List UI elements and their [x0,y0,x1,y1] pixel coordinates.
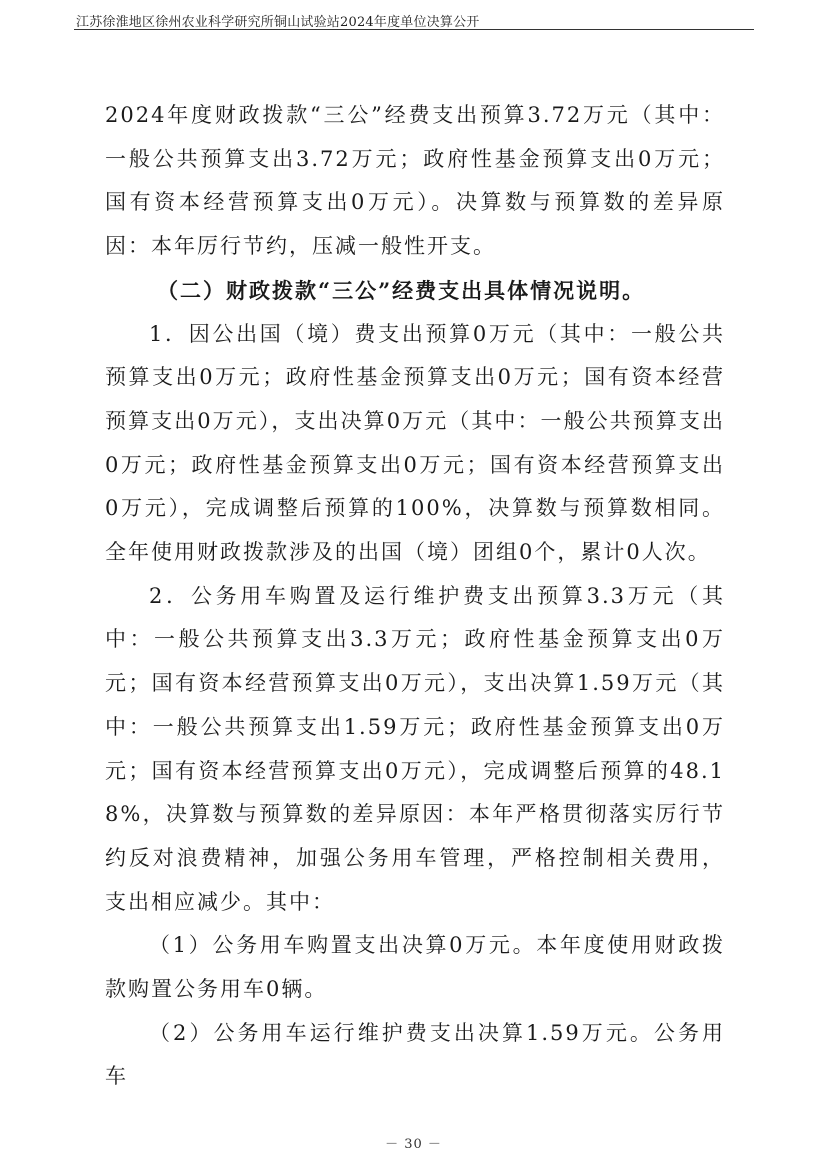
header-divider [74,29,754,30]
running-header: 江苏徐淮地区徐州农业科学研究所铜山试验站2024年度单位决算公开 [76,15,480,30]
paragraph-official-vehicles: 2．公务用车购置及运行维护费支出预算3.3万元（其中：一般公共预算支出3.3万元；政府性基金预算支出0万元；国有资本经营预算支出0万元），支出决算1.59万元（其中：一般公共预算支出1.59万元；政府性基金预算支出0万元；国有资本经营预算支出0万元），完成调整后预算的48.18%，决算数与预算数的差异原因：本年严格贯彻落实厉行节约反对浪费精神，加强公务用车管理，严格控制相关费用，支出相应减少。其中： [105,583,725,914]
page-number: － 30 － [385,1137,442,1152]
paragraph-overseas-travel: 1．因公出国（境）费支出预算0万元（其中：一般公共预算支出0万元；政府性基金预算支出0万元；国有资本经营预算支出0万元），支出决算0万元（其中：一般公共预算支出0万元；政府性基金预算支出0万元；国有资本经营预算支出0万元），完成调整后预算的100%，决算数与预算数相同。全年使用财政拨款涉及的出国（境）团组0个，累计0人次。 [105,321,725,565]
paragraph-vehicle-purchase: （1）公务用车购置支出决算0万元。本年度使用财政拨款购置公务用车0辆。 [105,933,725,1002]
document-body [105,94,725,1099]
paragraph-vehicle-maintenance: （2）公务用车运行维护费支出决算1.59万元。公务用车 [105,1020,725,1089]
paragraph-budget-summary: 2024年度财政拨款“三公”经费支出预算3.72万元（其中：一般公共预算支出3.72万元；政府性基金预算支出0万元；国有资本经营预算支出0万元）。决算数与预算数的差异原因：本年厉行节约，压减一般性开支。 [105,103,725,259]
section-heading: （二）财政拨款“三公”经费支出具体情况说明。 [157,277,646,303]
